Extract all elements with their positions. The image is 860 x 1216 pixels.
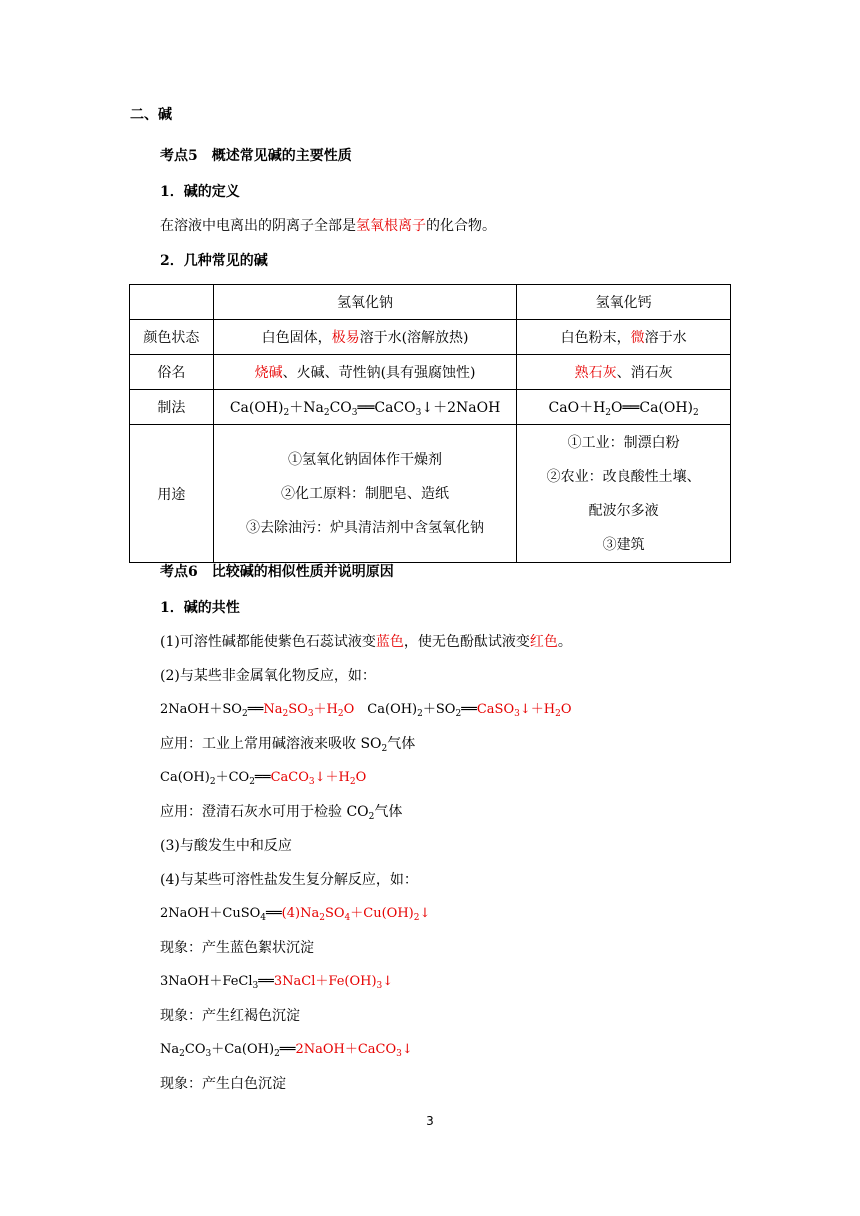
observation-3: 现象：产生白色沉淀 — [160, 1076, 286, 1092]
eq-part: CaSO — [476, 702, 515, 717]
product-span — [271, 770, 367, 785]
eq-part: 2NaOH＋SO — [160, 702, 242, 717]
subscript: 2 — [605, 408, 612, 418]
page-number: 3 — [426, 1114, 434, 1128]
header-naoh: 氢氧化钠 — [213, 285, 516, 320]
highlight-span: 红色 — [529, 634, 558, 650]
subscript: 2 — [323, 408, 330, 418]
table-header-row — [130, 285, 731, 320]
subscript: 3 — [252, 981, 259, 991]
highlight-span: 极易 — [331, 330, 360, 346]
eq-part: ＋Ca(OH) — [211, 1042, 275, 1057]
equation-5 — [160, 1041, 413, 1059]
subscript: 2 — [249, 777, 255, 787]
eq-part: SO — [324, 906, 345, 921]
eq-part: SO — [288, 702, 308, 717]
caoh-state — [517, 320, 731, 355]
prop-4: (4)与某些可溶性盐发生复分解反应，如： — [160, 872, 418, 888]
common-props-title: 1．碱的共性 — [160, 600, 240, 616]
subscript: 3 — [205, 1049, 212, 1059]
application-1 — [160, 735, 415, 753]
text-span: 的化合物。 — [426, 218, 496, 234]
subscript: 3 — [307, 709, 314, 719]
subscript: 2 — [349, 777, 356, 787]
eq-part: Ca(OH) — [160, 770, 210, 785]
subscript: 2 — [555, 709, 561, 719]
naoh-name — [213, 355, 516, 390]
eq-part: 2NaOH＋CuSO — [160, 906, 261, 921]
eq-part: ══ — [247, 702, 264, 717]
eq-part: CO — [329, 400, 352, 416]
naoh-uses — [213, 425, 516, 563]
text-span: 应用：澄清石灰水可用于检验 CO — [160, 804, 369, 820]
product-span — [274, 974, 393, 989]
eq-part: (4)Na — [281, 906, 320, 921]
eq-part: Na — [160, 1042, 180, 1057]
subscript: 4 — [344, 913, 351, 923]
eq-part: ＋Cu(OH) — [350, 906, 414, 921]
eq-part: ↓＋H — [519, 702, 556, 717]
subscript: 3 — [308, 777, 315, 787]
eq-part: O — [343, 702, 355, 717]
use-item: ①氢氧化钠固体作干燥剂 — [288, 451, 443, 468]
product-span — [295, 1042, 412, 1057]
naoh-prep-equation — [213, 390, 516, 425]
table-cell-empty — [130, 285, 214, 320]
kp5-title: 考点5 概述常见碱的主要性质 — [160, 148, 352, 164]
row-label-prep: 制法 — [130, 390, 214, 425]
text-span: ，使无色酚酞试液变 — [403, 634, 530, 650]
subscript: 2 — [179, 1049, 185, 1059]
eq-part: ══ — [254, 770, 271, 785]
product-span — [477, 702, 572, 717]
use-item: ③去除油污：炉具清洁剂中含氢氧化钠 — [246, 519, 485, 536]
eq-part: CaCO — [270, 770, 309, 785]
eq-part: 2NaOH＋CaCO — [295, 1042, 397, 1057]
table-row — [130, 425, 731, 563]
eq-part: ↓＋2NaOH — [421, 400, 501, 416]
common-bases-title: 2．几种常见的碱 — [160, 253, 268, 269]
use-item: ③建筑 — [602, 536, 645, 553]
eq-part: CO — [184, 1042, 206, 1057]
subscript: 2 — [381, 744, 388, 754]
eq-part: 3NaCl＋Fe(OH) — [273, 974, 377, 989]
product-span — [263, 702, 354, 717]
definition-title: 1．碱的定义 — [160, 184, 240, 200]
header-caoh: 氢氧化钙 — [517, 285, 731, 320]
subscript: 2 — [282, 709, 289, 719]
text-span: 、火碱、苛性钠(具有强腐蚀性) — [282, 365, 476, 381]
eq-part: O — [355, 770, 367, 785]
naoh-state — [213, 320, 516, 355]
text-span: 溶于水 — [644, 330, 687, 346]
equation-4 — [160, 973, 393, 991]
bases-table — [129, 284, 731, 563]
subscript: 3 — [376, 981, 383, 991]
prop-2: (2)与某些非金属氧化物反应，如： — [160, 668, 376, 684]
highlight-span: 微 — [630, 330, 645, 346]
subscript: 2 — [413, 913, 420, 923]
text-span: 气体 — [387, 736, 416, 752]
table-row — [130, 355, 731, 390]
eq-part: ＋SO — [422, 702, 456, 717]
subscript: 2 — [337, 709, 344, 719]
subscript: 2 — [274, 1049, 280, 1059]
eq-part: CaO＋H — [548, 400, 606, 416]
section-title: 二、碱 — [130, 107, 172, 123]
eq-part: Ca(OH) — [229, 400, 284, 416]
table-row — [130, 320, 731, 355]
caoh-prep-equation — [517, 390, 731, 425]
text-span: 白色固体， — [261, 330, 332, 346]
subscript: 3 — [396, 1049, 402, 1059]
use-item: 配波尔多液 — [588, 502, 659, 519]
use-item: ②农业：改良酸性土壤、 — [546, 468, 701, 485]
application-2 — [160, 803, 402, 821]
subscript: 2 — [368, 812, 375, 822]
eq-part: O══Ca(OH) — [611, 400, 694, 416]
subscript: 3 — [415, 408, 422, 418]
caoh-name — [517, 355, 731, 390]
table-row — [130, 390, 731, 425]
prop-3: (3)与酸发生中和反应 — [160, 838, 292, 854]
eq-part: ══ — [258, 974, 274, 989]
subscript: 2 — [209, 777, 216, 787]
equation-3 — [160, 905, 430, 923]
text-span: 应用：工业上常用碱溶液来吸收 SO — [160, 736, 382, 752]
text-span: 白色粉末， — [560, 330, 631, 346]
eq-part: Na — [263, 702, 283, 717]
observation-2: 现象：产生红褐色沉淀 — [160, 1008, 300, 1024]
subscript: 2 — [417, 709, 423, 719]
definition-text — [160, 217, 496, 235]
equation-2 — [160, 769, 366, 787]
row-label-name: 俗名 — [130, 355, 214, 390]
equation-1 — [160, 701, 571, 719]
eq-part: 3NaOH＋FeCl — [160, 974, 253, 989]
use-item: ①工业：制漂白粉 — [567, 434, 680, 451]
eq-part: ↓ — [419, 906, 431, 921]
eq-part: ══ — [279, 1042, 296, 1057]
subscript: 2 — [319, 913, 325, 923]
subscript: 2 — [693, 408, 699, 418]
eq-part: ＋CO — [215, 770, 250, 785]
eq-part: Ca(OH) — [354, 702, 418, 717]
eq-part: O — [560, 702, 572, 717]
text-span: 溶于水(溶解放热) — [359, 330, 469, 346]
row-label-use: 用途 — [130, 425, 214, 563]
kp6-title: 考点6 比较碱的相似性质并说明原因 — [160, 564, 394, 580]
text-span: 。 — [557, 634, 572, 650]
text-span: 、消石灰 — [616, 365, 673, 381]
highlight-span: 氢氧根离子 — [356, 218, 426, 234]
prop-1 — [160, 633, 572, 651]
eq-part: ══ — [461, 702, 477, 717]
subscript: 2 — [283, 408, 290, 418]
highlight-span: 熟石灰 — [574, 365, 617, 381]
eq-part: ↓ — [382, 974, 394, 989]
subscript: 3 — [514, 709, 520, 719]
text-span: 气体 — [374, 804, 403, 820]
use-item: ②化工原料：制肥皂、造纸 — [281, 485, 450, 502]
highlight-span: 烧碱 — [254, 365, 283, 381]
eq-part: ＋Na — [289, 400, 324, 416]
caoh-uses — [517, 425, 731, 563]
subscript: 2 — [241, 709, 248, 719]
eq-part: ↓ — [401, 1042, 413, 1057]
product-span — [282, 906, 431, 921]
subscript: 3 — [351, 408, 358, 418]
text-span: (1)可溶性碱都能使紫色石蕊试液变 — [160, 634, 376, 650]
observation-1: 现象：产生蓝色絮状沉淀 — [160, 940, 314, 956]
eq-part: ↓＋H — [314, 770, 350, 785]
subscript: 2 — [455, 709, 462, 719]
eq-part: ══ — [266, 906, 282, 921]
highlight-span: 蓝色 — [375, 634, 404, 650]
subscript: 4 — [260, 913, 267, 923]
text-span: 在溶液中电离出的阴离子全部是 — [160, 218, 356, 234]
eq-part: ══CaCO — [357, 400, 416, 416]
row-label-state: 颜色状态 — [130, 320, 214, 355]
eq-part: ＋H — [313, 702, 338, 717]
